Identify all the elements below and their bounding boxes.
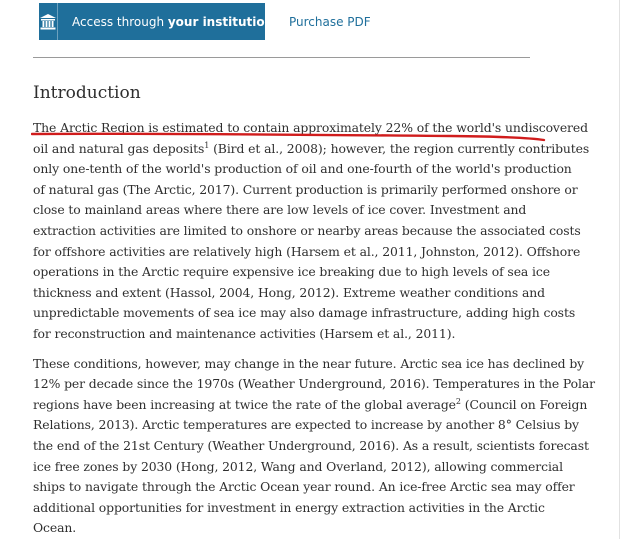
footnote-marker[interactable]: 1 — [204, 140, 210, 150]
section-heading: Introduction — [33, 83, 141, 103]
text-line: the end of the 21st Century (Weather Underground, 2016). As a result, scientists forecast — [33, 437, 589, 453]
text-line: extraction activities are limited to onshore or nearby areas because the associated costs — [33, 222, 581, 238]
paragraph-2 — [33, 354, 595, 539]
text-segment: (Bird et al., 2008); however, the region currently contributes — [209, 140, 590, 156]
text-line: operations in the Arctic require expensive ice breaking due to high levels of sea ice — [33, 264, 550, 280]
text-line: additional opportunities for investment in energy extraction activities in the Arctic — [33, 499, 545, 515]
text-segment: (Council on Foreign — [460, 396, 588, 412]
text-line: for offshore activities are relatively high (Harsem et al., 2011, Johnston, 2012). Offshore — [33, 243, 581, 259]
article-toolbar — [39, 3, 371, 40]
text-segment: oil and natural gas deposits — [33, 140, 205, 156]
text-segment: regions have been increasing at twice the rate of the global average — [33, 396, 456, 412]
text-line: unpredictable movements of sea ice may also damage infrastructure, adding high costs — [33, 305, 576, 321]
text-line: thickness and extent (Hassol, 2004, Hong, 2012). Extreme weather conditions and — [33, 284, 545, 300]
text-line — [33, 395, 588, 416]
section-divider — [33, 57, 530, 58]
text-line: ships to navigate through the Arctic Ocean year round. An ice-free Arctic sea may offer — [33, 479, 575, 495]
purchase-pdf-link[interactable]: Purchase PDF — [289, 14, 371, 29]
text-line: only one-tenth of the world's production of oil and one-fourth of the world's production — [33, 161, 572, 177]
paragraph-gap — [33, 345, 530, 354]
text-line: 12% per decade since the 1970s (Weather Underground, 2016). Temperatures in the Polar — [33, 376, 595, 392]
institution-icon — [39, 3, 58, 40]
text-line: These conditions, however, may change in the near future. Arctic sea ice has declined by — [33, 355, 585, 371]
text-line — [33, 139, 590, 160]
text-line: close to mainland areas where there are low levels of ice cover. Investment and — [33, 202, 527, 218]
footnote-marker[interactable]: 2 — [455, 396, 461, 406]
text-line: ice free zones by 2030 (Hong, 2012, Wang and Overland, 2012), allowing commercial — [33, 458, 563, 474]
paragraph-1 — [33, 118, 590, 345]
text-line: for reconstruction and maintenance activities (Harsem et al., 2011). — [33, 325, 456, 341]
article-body — [33, 118, 595, 539]
text-line: of natural gas (The Arctic, 2017). Current production is primarily performed onshore or — [33, 181, 578, 197]
text-line: Ocean. — [33, 520, 77, 536]
access-through-institution-button[interactable] — [39, 3, 274, 40]
text-line: The Arctic Region is estimated to contain approximately 22% of the world's undiscovered — [33, 120, 588, 135]
access-button-label: Access through your institution — [72, 14, 274, 29]
text-line: Relations, 2013). Arctic temperatures are expected to increase by another 8° Celsius by — [33, 417, 579, 433]
